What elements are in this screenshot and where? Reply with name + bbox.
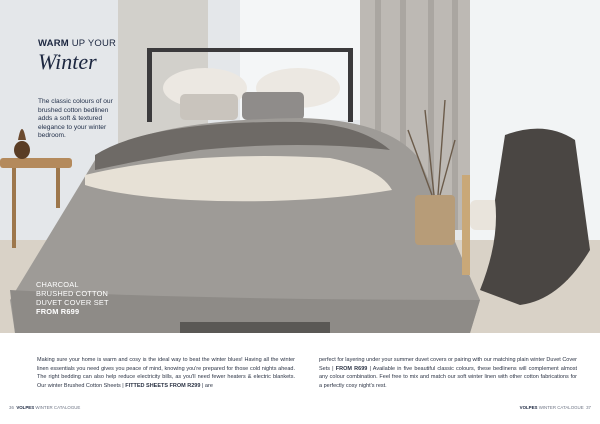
caption-price: FROM R699: [36, 307, 80, 316]
brand-name: VOLPES: [519, 405, 538, 410]
duvet-set-price: FROM R699: [335, 365, 368, 372]
product-caption: [36, 280, 109, 316]
footer-left: [9, 405, 80, 410]
page-number: 37: [586, 405, 591, 410]
body-copy-left: Making sure your home is warm and cosy is the ideal way to beat the winter blues! Having all the winter linen essentials you need gives you peace of mind, knowing you're prepared for those cold nights ahead. The right bedding can also help reduce electricity bills, as you'll need fewer heaters & electric blankets. Our winter Brushed Cotton Sheets | FITTED SHEETS FROM R299 | are: [37, 357, 295, 389]
page-number: 36: [9, 405, 14, 410]
catalogue-name: WINTER CATALOGUE: [35, 405, 81, 410]
promo-block: [38, 38, 120, 141]
footer-right: [520, 405, 591, 410]
caption-line: BRUSHED COTTON: [36, 289, 109, 298]
caption-line: CHARCOAL: [36, 280, 79, 289]
promo-title: Winter: [38, 49, 97, 74]
catalogue-name: WINTER CATALOGUE: [538, 405, 584, 410]
promo-description: The classic colours of our brushed cotton bedlinen adds a soft & textured elegance to your winter bedroom.: [38, 98, 113, 140]
promo-kicker: WARM UP YOUR: [38, 38, 117, 49]
fitted-sheets-price: FITTED SHEETS FROM R299: [125, 382, 201, 389]
caption-line: DUVET COVER SET: [36, 298, 109, 307]
body-copy-right: perfect for layering under your summer duvet covers or pairing with our matching plain winter Duvet Cover Sets | FROM R699 | Available in five beautiful classic colours, these bedlinens will complement almost any colour combination. Feel free to mix and match our soft winter linen with other cotton fabrications for a perfectly cosy night's rest.: [319, 357, 578, 389]
brand-name: VOLPES: [16, 405, 35, 410]
